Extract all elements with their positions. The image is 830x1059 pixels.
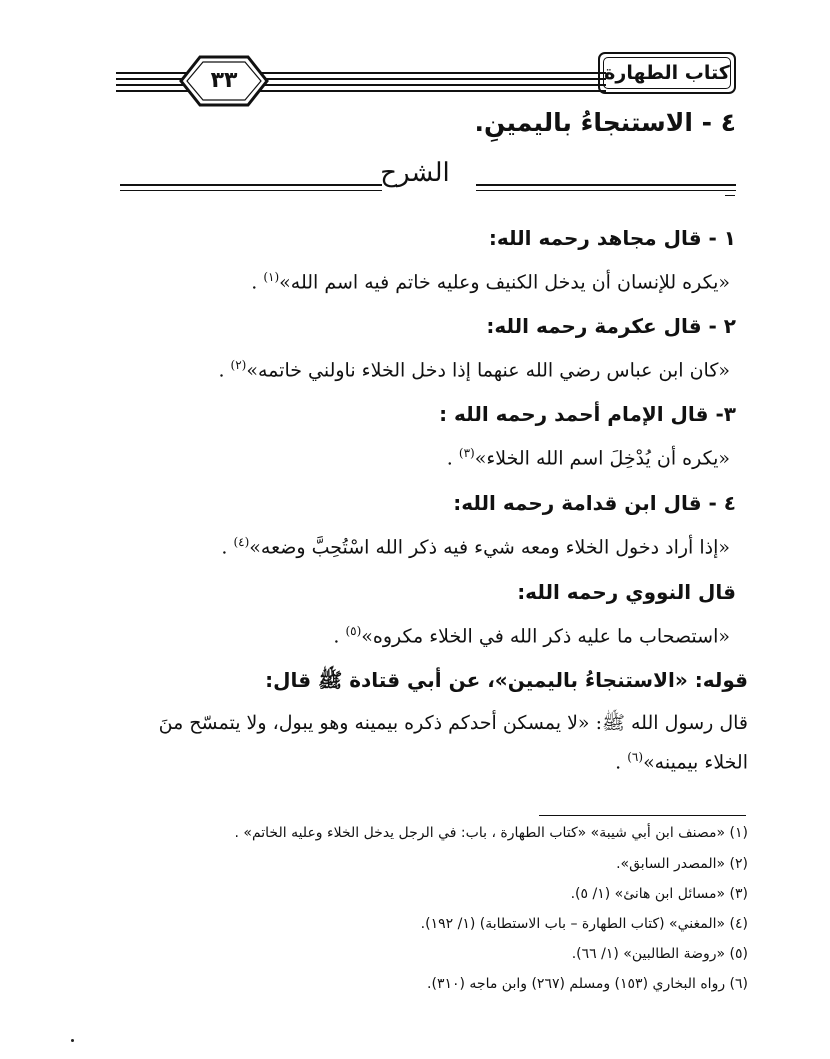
footnote-ref: (١) (263, 270, 280, 284)
point-text: ٤ - الاستنجاءُ باليمينِ. (474, 108, 736, 137)
item-quote-1: «يكره للإنسان أن يدخل الكنيف وعليه خاتم فيه اسم الله»$^{(١)}$ . (251, 270, 730, 294)
quote-text: «إذا أراد دخول الخلاء ومعه شيء فيه ذكر الله اسْتُحِبَّ وضعه» (249, 536, 730, 559)
footnote-5: (٥) «روضة الطالبين» (١/ ٦٦). (571, 946, 748, 962)
item-head-4: ٤ - قال ابن قدامة رحمه الله: (453, 491, 736, 515)
footnote-2: (٢) «المصدر السابق». (616, 856, 748, 872)
book-title: كتاب الطهارة (598, 52, 736, 94)
section-title: الشرح (380, 158, 450, 188)
footnote-ref: (٦) (627, 750, 644, 764)
scan-speck (71, 1039, 74, 1042)
item-head-3: ٣- قال الإمام أحمد رحمه الله : (439, 402, 736, 426)
footnote-4: (٤) «المغني» (كتاب الطهارة – باب الاستطابة) (١/ ١٩٢). (420, 916, 748, 932)
item-quote-4: «إذا أراد دخول الخلاء ومعه شيء فيه ذكر الله اسْتُحِبَّ وضعه»$^{(٤)}$ . (221, 535, 730, 559)
quote-text: «كان ابن عباس رضي الله عنهما إذا دخل الخلاء ناولني خاتمه» (246, 359, 730, 382)
page-number-badge (178, 54, 270, 108)
hadith-line-1: قال رسول الله ﷺ: «لا يمسكن أحدكم ذكره بيمينه وهو يبول، ولا يتمسّح منَ (158, 712, 748, 734)
footnote-ref: (٢) (230, 358, 247, 372)
quote-text: «استصحاب ما عليه ذكر الله في الخلاء مكروه» (361, 625, 730, 648)
quote-text: «يكره للإنسان أن يدخل الكنيف وعليه خاتم فيه اسم الله» (279, 271, 730, 294)
section-rule-tick (725, 195, 735, 196)
quote-text: «يكره أن يُدْخِلَ اسم الله الخلاء» (474, 447, 730, 470)
footnote-ref: (٥) (345, 624, 362, 638)
footnote-ref: (٤) (233, 535, 250, 549)
hadith-line-2: الخلاء بيمينه»$^{(٦)}$ . (615, 750, 748, 774)
item-quote-2: «كان ابن عباس رضي الله عنهما إذا دخل الخلاء ناولني خاتمه»$^{(٢)}$ . (218, 358, 730, 382)
item-head-1: ١ - قال مجاهد رحمه الله: (488, 226, 736, 250)
statement: قوله: «الاستنجاءُ باليمين»، عن أبي قتادة ﷺ قال: (265, 668, 748, 692)
item-head-5: قال النووي رحمه الله: (517, 580, 736, 604)
section-rule-right-thin (476, 190, 736, 191)
item-quote-3: «يكره أن يُدْخِلَ اسم الله الخلاء»$^{(٣)}$ . (446, 446, 730, 470)
item-head-2: ٢ - قال عكرمة رحمه الله: (486, 314, 736, 338)
section-rule-left-thin (120, 190, 382, 191)
footnote-6: (٦) رواه البخاري (١٥٣) ومسلم (٢٦٧) وابن ماجه (٣١٠). (427, 976, 748, 992)
footnote-separator (539, 815, 746, 816)
item-quote-5: «استصحاب ما عليه ذكر الله في الخلاء مكروه»$^{(٥)}$ . (333, 624, 730, 648)
footnote-ref: (٣) (458, 446, 475, 460)
footnote-3: (٣) «مسائل ابن هانئ» (١/ ٥). (570, 886, 748, 902)
hadith-text: الخلاء بيمينه» (643, 751, 748, 774)
page-number: ٣٣ (210, 68, 238, 93)
footnote-1: (١) «مصنف ابن أبي شيبة» «كتاب الطهارة ، باب: في الرجل يدخل الخلاء وعليه الخاتم» . (234, 825, 748, 841)
